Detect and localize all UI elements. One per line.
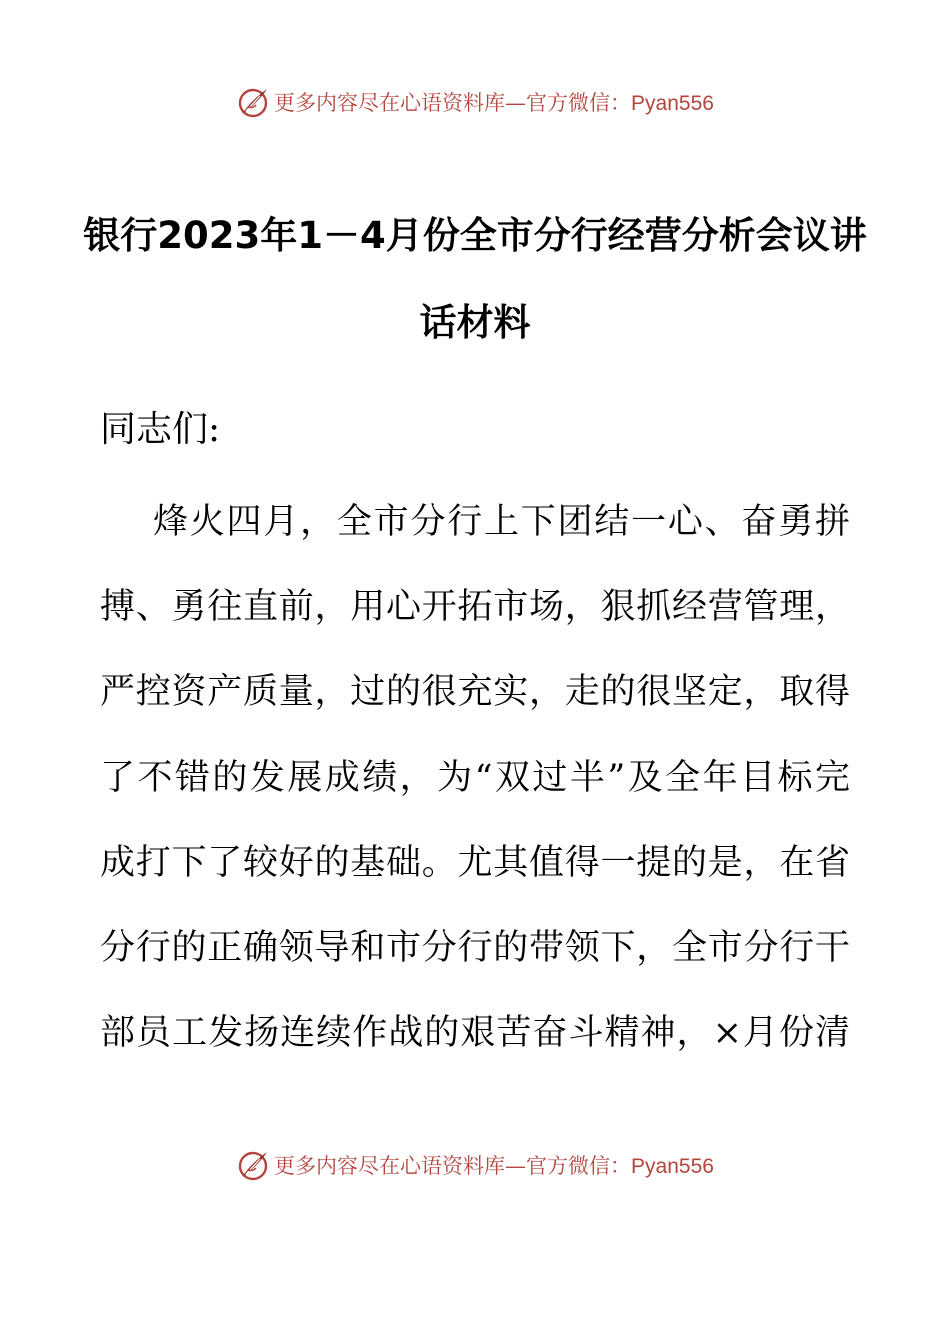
- paragraph-line: 严控资产质量，过的很充实，走的很坚定，取得: [100, 672, 850, 712]
- document-title-line-2: 话材料: [419, 301, 531, 344]
- paragraph-line: 成打下了较好的基础。尤其值得一提的是，在省: [100, 843, 850, 883]
- paragraph-line: 部员工发扬连续作战的艰苦奋斗精神，×月份清: [100, 1013, 850, 1053]
- header-watermark-banner: [0, 82, 950, 122]
- paragraph-line: 分行的正确领导和市分行的带领下，全市分行干: [100, 928, 850, 968]
- watermark-text: 更多内容尽在心语资料库—官方微信：Pyan556: [274, 1154, 714, 1178]
- quill-pen-logo-icon: [236, 85, 270, 119]
- document-title-line-1: 银行2023年1－4月份全市分行经营分析会议讲: [83, 214, 867, 257]
- footer-watermark-banner: [0, 1145, 950, 1185]
- paragraph-line: 烽火四月，全市分行上下团结一心、奋勇拼: [153, 502, 850, 542]
- greeting: 同志们:: [100, 409, 221, 450]
- paragraph-line: 了不错的发展成绩，为“双过半”及全年目标完: [100, 758, 850, 798]
- paragraph-line: 搏、勇往直前，用心开拓市场，狠抓经营管理，: [100, 587, 850, 627]
- quill-pen-logo-icon: [236, 1148, 270, 1182]
- watermark-text: 更多内容尽在心语资料库—官方微信：Pyan556: [274, 91, 714, 115]
